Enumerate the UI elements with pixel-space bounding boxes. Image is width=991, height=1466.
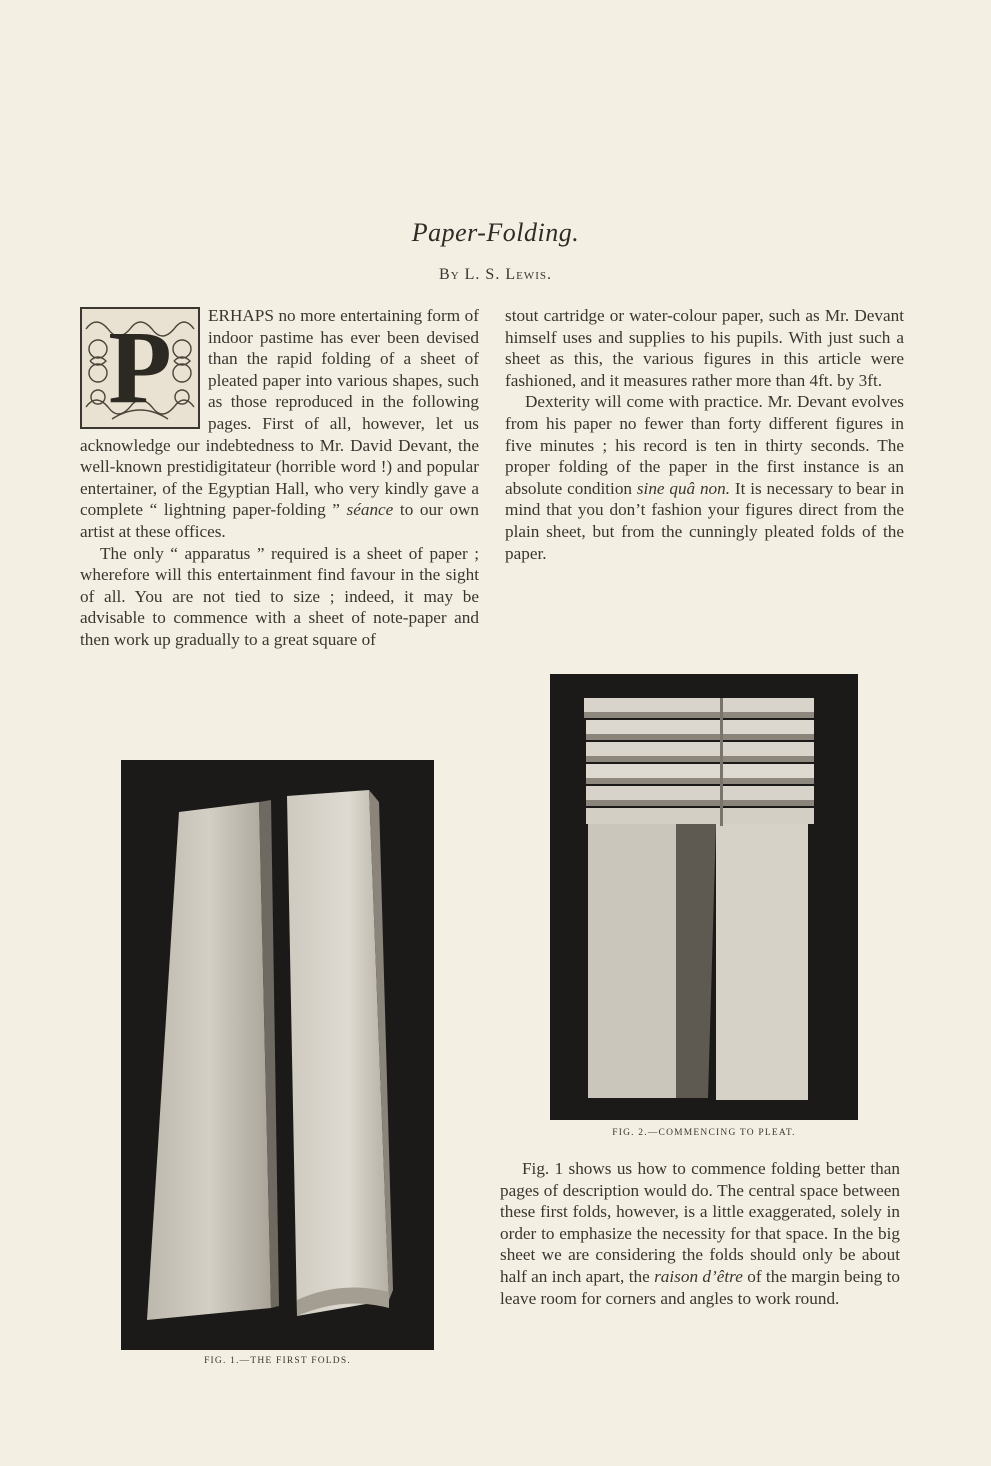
dexterity-text: Dexterity will come with practice. Mr. Devant evolves from his paper no fewer than forty different figures in five minutes ; his record is ten in thirty seconds. The proper folding of the paper in the first instance is an absolute condition	[505, 392, 904, 498]
fig1-text: Fig. 1 shows us how to commence folding better than pages of description would do. The central space between these first folds, however, is a little exaggerated, solely in order to emphasize the necessity for that space. In the big sheet we are considering the folds should only be about half an inch apart, the	[500, 1159, 900, 1286]
paragraph-cartridge: stout cartridge or water-colour paper, such as Mr. Devant himself uses and supplies to his pupils. With just such a sheet as this, the various figures in this article were fashioned, and it measures rather more than 4ft. by 3ft.	[505, 306, 904, 390]
article-byline	[0, 266, 991, 284]
figure-2-caption: FIG. 2.—COMMENCING TO PLEAT.	[612, 1128, 796, 1138]
paragraph-dexterity	[505, 391, 904, 564]
right-column-top	[505, 305, 904, 564]
figure-1-caption: FIG. 1.—THE FIRST FOLDS.	[204, 1356, 351, 1366]
paragraph-fig1	[500, 1158, 900, 1309]
dropcap-ornament	[80, 307, 200, 429]
fig1-italic: raison d’être	[654, 1266, 743, 1286]
left-column	[80, 305, 479, 651]
fig1-end: of the margin being to leave room for corners and angles to work round.	[500, 1266, 900, 1308]
dexterity-italic: sine quâ non.	[636, 478, 731, 498]
first-folds-image	[121, 760, 434, 1350]
byline-author: L. S. Lewis.	[464, 266, 552, 283]
intro-end: to our own artist at these offices.	[80, 500, 480, 541]
byline-by: By	[439, 266, 460, 283]
commencing-to-pleat-image	[550, 674, 858, 1120]
figure-2-photo	[550, 674, 858, 1120]
intro-italic: séance	[346, 500, 394, 520]
right-column-bottom	[500, 1158, 900, 1309]
paragraph-intro	[80, 305, 479, 543]
paragraph-apparatus: The only “ apparatus ” required is a sheet of paper ; wherefore will this entertainment find favour in the sight of all. You are not tied to size ; indeed, it may be advisable to commence with a sheet of note-paper and then work up gradually to a great square of	[80, 543, 479, 649]
dropcap-letter: P	[108, 310, 172, 425]
article-title: Paper-Folding.	[411, 218, 580, 247]
intro-text: ERHAPS no more entertaining form of indoor pastime has ever been devised than the rapid folding of a sheet of pleated paper into various shapes, such as those reproduced in the following pages. First of all, however, let us acknowledge our indebtedness to Mr. David Devant, the well-known prestidigitateur (horrible word !) and popular entertainer, of the Egyptian Hall, who very kindly gave a complete “ lightning paper-folding ”	[80, 306, 479, 520]
figure-1-photo	[121, 760, 434, 1350]
dexterity-end: It is necessary to bear in mind that you don’t fashion your figures direct from the plain sheet, but from the cunningly pleated folds of the paper.	[505, 478, 905, 563]
